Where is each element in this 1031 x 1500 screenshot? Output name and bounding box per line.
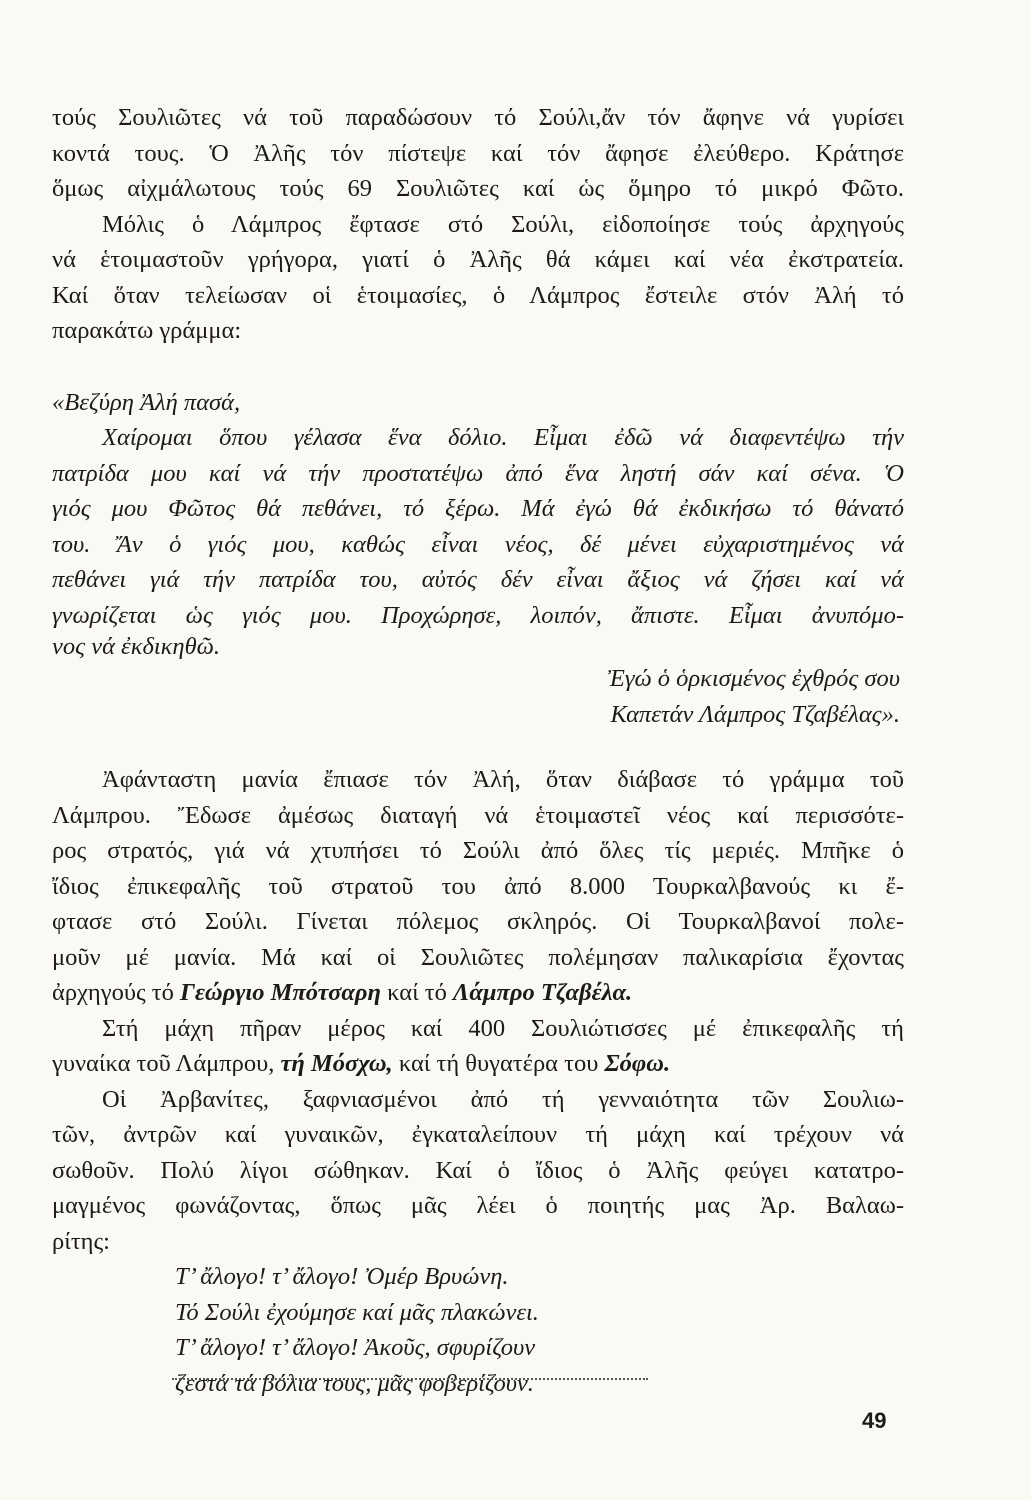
letter-line: του. Ἄν ὁ γιός μου, καθώς εἶναι νέος, δέ μένει εὐχαριστημένος νά bbox=[52, 530, 904, 558]
text-line: Καί ὅταν τελείωσαν οἱ ἑτοιμασίες, ὁ Λάμπρος ἔστειλε στόν Ἀλή τό bbox=[52, 281, 904, 309]
text-run: καί τή θυγατέρα του bbox=[392, 1050, 605, 1077]
letter-line: νος νά ἐκδικηθῶ. bbox=[52, 633, 221, 660]
letter-line: γιός μου Φῶτος θά πεθάνει, τό ξέρω. Μά ἐγώ θά ἐκδικήσω τό θάνατό bbox=[52, 495, 904, 522]
text-run: ἀρχηγούς τό bbox=[52, 979, 181, 1006]
dotted-divider bbox=[172, 1378, 648, 1380]
text-line: Στή μάχη πῆραν μέρος καί 400 Σουλιώτισσες μέ ἐπικεφαλῆς τή bbox=[102, 1014, 904, 1042]
letter-line: Χαίρομαι ὅπου γέλασα ἕνα δόλιο. Εἶμαι ἐδῶ νά διαφεντέψω τήν bbox=[102, 424, 904, 451]
page-text bbox=[52, 100, 904, 1401]
text-line: Ἀφάνταστη μανία ἔπιασε τόν Ἀλή, ὅταν διάβασε τό γράμμα τοῦ bbox=[102, 766, 904, 793]
text-line: μαγμένος φωνάζοντας, ὅπως μᾶς λέει ὁ ποιητής μας Ἀρ. Βαλαω- bbox=[52, 1192, 904, 1219]
text-line: ἴδιος ἐπικεφαλῆς τοῦ στρατοῦ του ἀπό 8.000 Τουρκαλβανούς κι ἔ- bbox=[52, 872, 904, 900]
text-line: σωθοῦν. Πολύ λίγοι σώθηκαν. Καί ὁ ἴδιος ὁ Ἀλῆς φεύγει κατατρο- bbox=[52, 1156, 904, 1184]
text-line bbox=[52, 975, 904, 1011]
name-lampros-tzavelas: Λάμπρο Τζαβέλα. bbox=[453, 979, 633, 1006]
text-line: Μόλις ὁ Λάμπρος ἔφτασε στό Σούλι, εἰδοποίησε τούς ἀρχηγούς bbox=[102, 210, 904, 238]
text-line: παρακάτω γράμμα: bbox=[52, 317, 242, 344]
text-run: γυναίκα τοῦ Λάμπρου, bbox=[52, 1050, 281, 1077]
verse-line: Τό Σούλι ἐχούμησε καί μᾶς πλακώνει. bbox=[175, 1298, 539, 1326]
letter-line: πατρίδα μου καί νά τήν προστατέψω ἀπό ἕνα ληστή σάν καί σένα. Ὁ bbox=[52, 459, 904, 487]
letter-salutation: «Βεζύρη Ἀλή πασά, bbox=[52, 388, 241, 416]
text-line bbox=[52, 1046, 904, 1082]
name-georgios-botsaris: Γεώργιο Μπότσαρη bbox=[180, 979, 381, 1006]
text-line: νά ἑτοιμαστοῦν γρήγορα, γιατί ὁ Ἀλῆς θά κάμει καί νέα ἐκστρατεία. bbox=[52, 246, 904, 273]
text-line: ὅμως αἰχμάλωτους τούς 69 Σουλιῶτες καί ὡς ὅμηρο τό μικρό Φῶτο. bbox=[52, 175, 904, 202]
text-line: Οἱ Ἀρβανίτες, ξαφνιασμένοι ἀπό τή γενναιότητα τῶν Σουλιω- bbox=[102, 1085, 904, 1113]
text-run: καί τό bbox=[381, 979, 454, 1006]
text-line: Λάμπρου. Ἔδωσε ἀμέσως διαταγή νά ἑτοιμαστεῖ νέος καί περισσότε- bbox=[52, 801, 904, 829]
text-line: τούς Σουλιῶτες νά τοῦ παραδώσουν τό Σούλι,ἄν τόν ἄφηνε νά γυρίσει bbox=[52, 104, 904, 131]
text-line: φτασε στό Σούλι. Γίνεται πόλεμος σκληρός. Οἱ Τουρκαλβανοί πολε- bbox=[52, 908, 904, 935]
text-line: ρίτης: bbox=[52, 1227, 110, 1255]
name-moscho: τή Μόσχω, bbox=[280, 1050, 393, 1077]
name-sofo: Σόφω. bbox=[604, 1050, 671, 1077]
verse-line: Τ’ ἄλογο! τ’ ἄλογο! Ἀκοῦς, σφυρίζουν bbox=[175, 1334, 536, 1361]
letter-signature-name: Καπετάν Λάμπρος Τζαβέλας». bbox=[610, 700, 900, 728]
text-line: ρος στρατός, γιά νά χτυπήσει τό Σούλι ἀπό ὅλες τίς μεριές. Μπῆκε ὁ bbox=[52, 837, 904, 864]
text-line: κοντά τους. Ὁ Ἀλῆς τόν πίστεψε καί τόν ἄφησε ἐλεύθερο. Κράτησε bbox=[52, 139, 904, 167]
page-number: 49 bbox=[862, 1408, 887, 1433]
letter-line: πεθάνει γιά τήν πατρίδα του, αὐτός δέν εἶναι ἄξιος νά ζήσει καί νά bbox=[52, 566, 904, 593]
letter-line: γνωρίζεται ὡς γιός μου. Προχώρησε, λοιπόν, ἄπιστε. Εἶμαι ἀνυπόμο- bbox=[52, 601, 904, 629]
verse-line: Τ’ ἄλογο! τ’ ἄλογο! Ὀμέρ Βρυώνη. bbox=[175, 1263, 509, 1290]
letter-signature-line: Ἐγώ ὁ ὁρκισμένος ἐχθρός σου bbox=[607, 665, 900, 692]
verse-line: ζεστά τά βόλια τους, μᾶς φοβερίζουν. bbox=[175, 1369, 534, 1397]
text-line: μοῦν μέ μανία. Μά καί οἱ Σουλιῶτες πολέμησαν παλικαρίσια ἔχοντας bbox=[52, 943, 904, 971]
text-line: τῶν, ἀντρῶν καί γυναικῶν, ἐγκαταλείπουν τή μάχη καί τρέχουν νά bbox=[52, 1121, 904, 1148]
